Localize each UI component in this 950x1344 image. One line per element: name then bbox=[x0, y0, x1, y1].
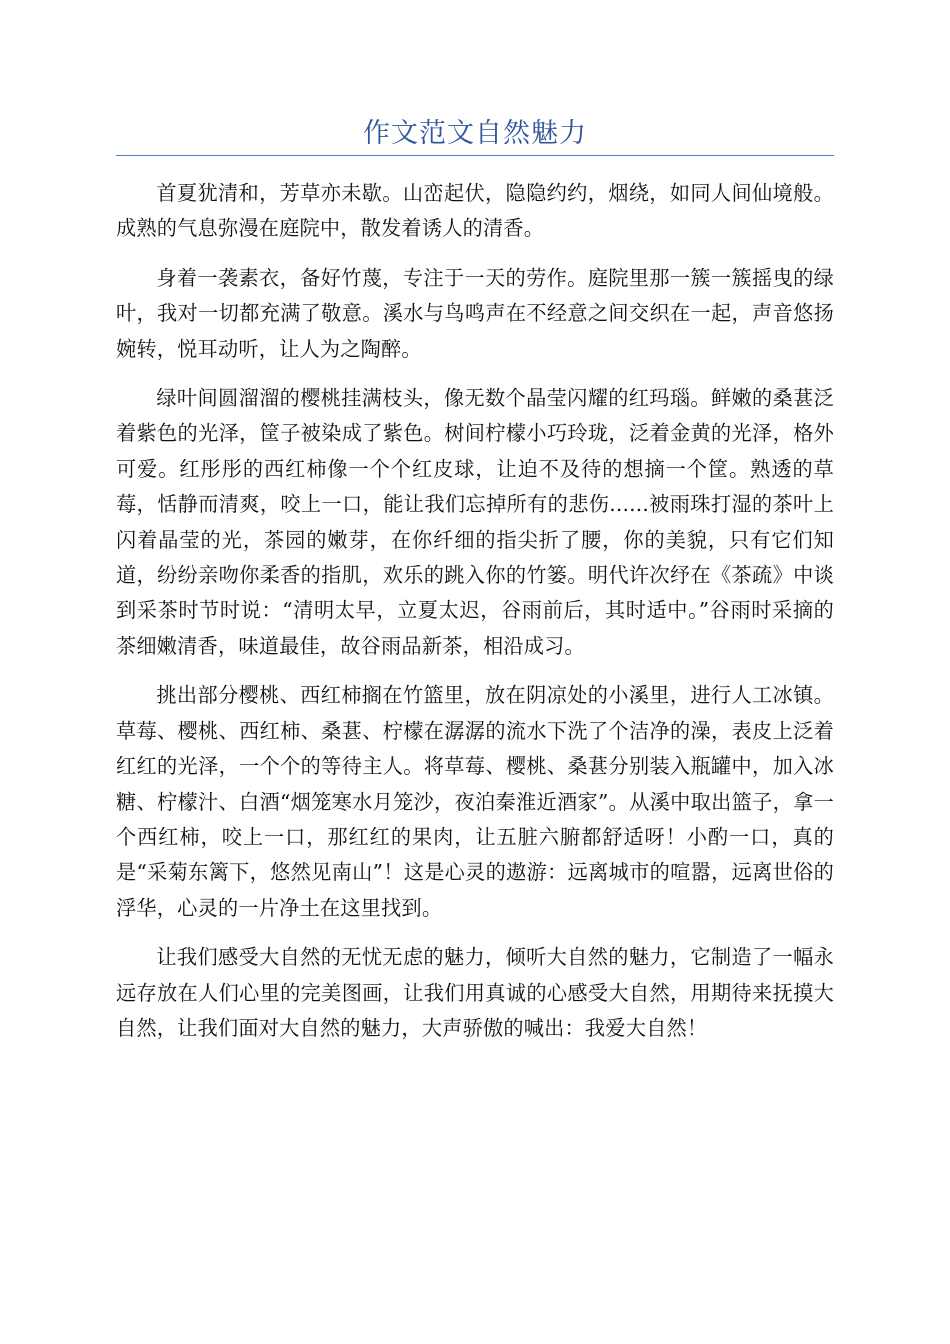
paragraph-4: 挑出部分樱桃、西红柿搁在竹篮里，放在阴凉处的小溪里，进行人工冰镇。草莓、樱桃、西红柿、桑葚、柠檬在潺潺的流水下洗了个洁净的澡，表皮上泛着红红的光泽，一个个的等待主人。将草莓、樱桃、桑葚分别装入瓶罐中，加入冰糖、柠檬汁、白酒“烟笼寒水月笼沙，夜泊秦淮近酒家”。从溪中取出篮子，拿一个西红柿，咬上一口，那红红的果肉，让五脏六腑都舒适呀！小酌一口，真的是“采菊东篱下，悠然见南山”！这是心灵的遨游：远离城市的喧嚣，远离世俗的浮华，心灵的一片净土在这里找到。 bbox=[116, 683, 834, 920]
title-underline bbox=[116, 155, 834, 156]
document-body bbox=[116, 176, 834, 1060]
paragraph-5: 让我们感受大自然的无忧无虑的魅力，倾听大自然的魅力，它制造了一幅永远存放在人们心里的完美图画，让我们用真诚的心感受大自然，用期待来抚摸大自然，让我们面对大自然的魅力，大声骄傲的喊出：我爱大自然！ bbox=[116, 945, 834, 1040]
paragraph-2: 身着一袭素衣，备好竹蔑，专注于一天的劳作。庭院里那一簇一簇摇曳的绿叶，我对一切都充满了敬意。溪水与鸟鸣声在不经意之间交织在一起，声音悠扬婉转，悦耳动听，让人为之陶醉。 bbox=[116, 265, 834, 361]
paragraph-3: 绿叶间圆溜溜的樱桃挂满枝头，像无数个晶莹闪耀的红玛瑙。鲜嫩的桑葚泛着紫色的光泽，筐子被染成了紫色。树间柠檬小巧玲珑，泛着金黄的光泽，格外可爱。红彤彤的西红柿像一个个红皮球，让迫不及待的想摘一个筐。熟透的草莓，恬静而清爽，咬上一口，能让我们忘掉所有的悲伤......被雨珠打湿的茶叶上闪着晶莹的光，茶园的嫩芽，在你纤细的指尖折了腰，你的美貌，只有它们知道，纷纷亲吻你柔香的指肌，欢乐的跳入你的竹篓。明代许次纾在《茶疏》中谈到采茶时节时说：“清明太早，立夏太迟，谷雨前后，其时适中。”谷雨时采摘的茶细嫩清香，味道最佳，故谷雨品新茶，相沿成习。 bbox=[116, 386, 834, 658]
page-title: 作文范文自然魅力 bbox=[363, 118, 587, 149]
paragraph-1: 首夏犹清和，芳草亦未歇。山峦起伏，隐隐约约，烟绕，如同人间仙境般。成熟的气息弥漫在庭院中，散发着诱人的清香。 bbox=[116, 181, 834, 241]
